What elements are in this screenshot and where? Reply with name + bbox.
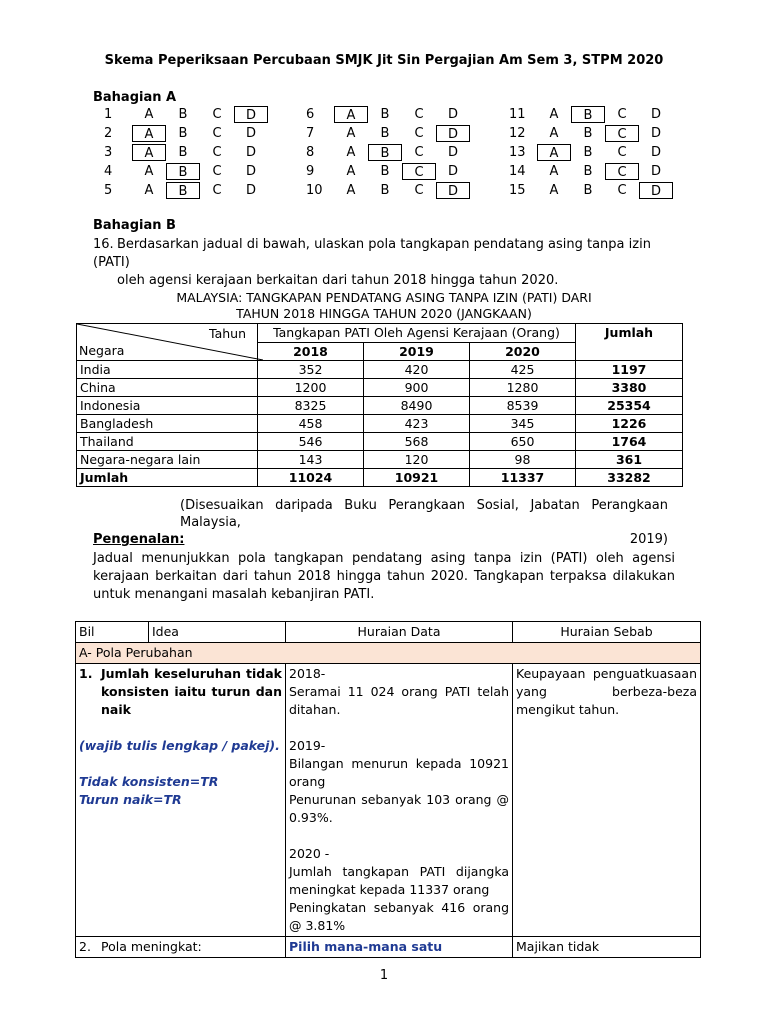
question-number: 16. xyxy=(93,237,114,252)
answer-option-selected: B xyxy=(368,144,402,161)
header-idea: Idea xyxy=(149,622,286,643)
country-cell: Negara-negara lain xyxy=(77,451,258,469)
note-text: Turun naik=TR xyxy=(79,792,182,807)
answer-row xyxy=(306,143,470,162)
value-cell: 8539 xyxy=(470,397,576,415)
value-cell: 8325 xyxy=(258,397,364,415)
answer-option: A xyxy=(346,183,356,198)
table-row xyxy=(77,397,683,415)
answer-option: D xyxy=(650,107,661,122)
question-text: oleh agensi kerajaan berkaitan dari tahun 2018 hingga tahun 2020. xyxy=(117,273,559,288)
pati-table xyxy=(76,323,683,487)
country-cell: China xyxy=(77,379,258,397)
source-line: 2019) xyxy=(629,532,668,547)
answer-option: A xyxy=(549,126,559,141)
answer-option: C xyxy=(617,107,627,122)
data-cell: Pilih mana-mana satu xyxy=(286,937,513,958)
question-number: 14 xyxy=(509,164,526,179)
value-cell: 10921 xyxy=(364,469,470,487)
question-text: Berdasarkan jadual di bawah, ulaskan pola tangkapan pendatang asing tanpa izin (PATI) xyxy=(93,237,651,270)
header-bil: Bil xyxy=(76,622,149,643)
answer-option: D xyxy=(447,145,458,160)
question-number: 5 xyxy=(104,183,113,198)
value-cell: 900 xyxy=(364,379,470,397)
question-number: 6 xyxy=(306,107,315,122)
total-cell: 25354 xyxy=(576,397,683,415)
answer-option-selected: B xyxy=(166,163,200,180)
answer-option: D xyxy=(650,164,661,179)
intro-text: Jadual menunjukkan pola tangkapan pendatang asing tanpa izin (PATI) oleh agensi kerajaan berkaitan dari tahun 2018 hingga tahun 2020. Tangkapan terpaksa dilakukan untuk menangani masalah kebanjiran PATI. xyxy=(93,551,675,602)
answer-option: A xyxy=(144,183,154,198)
answer-option: C xyxy=(414,183,424,198)
answer-option: A xyxy=(549,107,559,122)
header-tangkapan: Tangkapan PATI Oleh Agensi Kerajaan (Orang) xyxy=(258,324,576,343)
value-cell: 425 xyxy=(470,361,576,379)
answer-option-selected: C xyxy=(605,125,639,142)
table-source xyxy=(180,497,668,548)
value-cell: 568 xyxy=(364,433,470,451)
data-text: Penurunan sebanyak 103 orang @ 0.93%. xyxy=(289,792,509,825)
table-row xyxy=(77,361,683,379)
value-cell: 143 xyxy=(258,451,364,469)
answer-row xyxy=(509,162,673,181)
page-number: 1 xyxy=(379,968,389,983)
question-number: 4 xyxy=(104,164,113,179)
answer-option: C xyxy=(414,126,424,141)
answer-option: B xyxy=(583,164,593,179)
answer-option: B xyxy=(178,145,188,160)
section-b-title: Bahagian B xyxy=(93,218,176,233)
idea-text: Pola meningkat: xyxy=(101,939,202,954)
answer-option: C xyxy=(212,164,222,179)
answer-option: D xyxy=(245,164,256,179)
question-number: 15 xyxy=(509,183,526,198)
answer-row xyxy=(104,162,268,181)
year-header: 2020 xyxy=(470,342,576,361)
answer-option: B xyxy=(380,183,390,198)
country-cell: Jumlah xyxy=(77,469,258,487)
value-cell: 11337 xyxy=(470,469,576,487)
answer-option: D xyxy=(650,126,661,141)
question-number: 3 xyxy=(104,145,113,160)
answer-option: C xyxy=(212,183,222,198)
table-row xyxy=(77,415,683,433)
answer-option: B xyxy=(178,126,188,141)
header-tahun: Tahun xyxy=(209,326,246,341)
table-title xyxy=(0,290,768,322)
total-cell: 361 xyxy=(576,451,683,469)
answer-option-selected: D xyxy=(436,125,470,142)
answer-option: A xyxy=(549,183,559,198)
answer-row xyxy=(104,124,268,143)
question-16 xyxy=(93,236,683,290)
data-text: Bilangan menurun kepada 10921 orang xyxy=(289,756,509,789)
answer-option-selected: C xyxy=(402,163,436,180)
question-number: 11 xyxy=(509,107,526,122)
country-cell: Thailand xyxy=(77,433,258,451)
answer-option: C xyxy=(212,145,222,160)
answer-option: B xyxy=(583,145,593,160)
value-cell: 120 xyxy=(364,451,470,469)
answer-row xyxy=(104,181,268,200)
answer-option: A xyxy=(549,164,559,179)
idea-cell xyxy=(76,937,286,958)
table-row xyxy=(77,433,683,451)
value-cell: 423 xyxy=(364,415,470,433)
answer-group xyxy=(306,105,470,200)
header-huraian-sebab: Huraian Sebab xyxy=(513,622,701,643)
header-negara: Negara xyxy=(79,343,125,358)
table-title-line: MALAYSIA: TANGKAPAN PENDATANG ASING TANPA IZIN (PATI) DARI xyxy=(176,290,592,305)
answer-option-selected: D xyxy=(234,106,268,123)
question-number: 2 xyxy=(104,126,113,141)
value-cell: 352 xyxy=(258,361,364,379)
answer-option: C xyxy=(617,183,627,198)
total-cell: 1226 xyxy=(576,415,683,433)
total-cell: 1764 xyxy=(576,433,683,451)
value-cell: 11024 xyxy=(258,469,364,487)
question-number: 12 xyxy=(509,126,526,141)
answer-row xyxy=(306,162,470,181)
year-label: 2019- xyxy=(289,738,326,753)
table-title-line: TAHUN 2018 HINGGA TAHUN 2020 (JANGKAAN) xyxy=(236,306,532,321)
diagonal-header-cell xyxy=(77,324,258,361)
value-cell: 1280 xyxy=(470,379,576,397)
year-label: 2018- xyxy=(289,666,326,681)
answer-option: C xyxy=(414,107,424,122)
question-number: 13 xyxy=(509,145,526,160)
question-number: 9 xyxy=(306,164,315,179)
value-cell: 98 xyxy=(470,451,576,469)
answer-option: A xyxy=(346,126,356,141)
answer-option: C xyxy=(212,107,222,122)
row-number: 1. xyxy=(79,666,93,681)
value-cell: 650 xyxy=(470,433,576,451)
answer-option-selected: C xyxy=(605,163,639,180)
answer-option-selected: D xyxy=(639,182,673,199)
value-cell: 458 xyxy=(258,415,364,433)
value-cell: 546 xyxy=(258,433,364,451)
country-cell: Indonesia xyxy=(77,397,258,415)
answer-option: A xyxy=(144,164,154,179)
header-jumlah: Jumlah xyxy=(576,324,683,361)
sebab-cell: Keupayaan penguatkuasaan yang berbeza-beza mengikut tahun. xyxy=(513,664,701,937)
answer-option-selected: D xyxy=(436,182,470,199)
idea-cell xyxy=(76,664,286,937)
sebab-cell: Majikan tidak xyxy=(513,937,701,958)
answer-row xyxy=(306,105,470,124)
answer-option: B xyxy=(380,107,390,122)
intro-title: Pengenalan: xyxy=(93,532,185,547)
answer-group xyxy=(509,105,673,200)
answer-option: B xyxy=(380,126,390,141)
value-cell: 345 xyxy=(470,415,576,433)
answer-option-selected: B xyxy=(571,106,605,123)
idea-text: Jumlah keseluruhan tidak konsisten iaitu turun dan naik xyxy=(101,666,282,717)
answer-row xyxy=(306,181,470,200)
year-header: 2018 xyxy=(258,342,364,361)
table-row xyxy=(77,451,683,469)
value-cell: 420 xyxy=(364,361,470,379)
answer-row xyxy=(509,143,673,162)
source-line: (Disesuaikan daripada Buku Perangkaan Sosial, Jabatan Perangkaan Malaysia, xyxy=(180,498,668,530)
note-text: Tidak konsisten=TR xyxy=(79,774,219,789)
answer-option: B xyxy=(380,164,390,179)
data-text: Jumlah tangkapan PATI dijangka meningkat kepada 11337 orang xyxy=(289,864,509,897)
question-number: 8 xyxy=(306,145,315,160)
section-label: A- Pola Perubahan xyxy=(76,643,701,664)
answer-row xyxy=(509,105,673,124)
answer-option-selected: A xyxy=(132,144,166,161)
year-label: 2020 - xyxy=(289,846,330,861)
answer-option: A xyxy=(144,107,154,122)
data-cell xyxy=(286,664,513,937)
country-cell: Bangladesh xyxy=(77,415,258,433)
country-cell: India xyxy=(77,361,258,379)
answer-option: C xyxy=(617,145,627,160)
answer-option-selected: A xyxy=(537,144,571,161)
answer-option: B xyxy=(178,107,188,122)
answer-row xyxy=(104,105,268,124)
answer-row xyxy=(509,181,673,200)
total-row xyxy=(77,469,683,487)
question-number: 7 xyxy=(306,126,315,141)
answer-option-selected: A xyxy=(132,125,166,142)
answer-option: D xyxy=(447,164,458,179)
document-title: Skema Peperiksaan Percubaan SMJK Jit Sin Pergajian Am Sem 3, STPM 2020 xyxy=(104,53,664,68)
answer-group xyxy=(104,105,268,200)
answer-option: C xyxy=(414,145,424,160)
year-header: 2019 xyxy=(364,342,470,361)
answer-option-selected: B xyxy=(166,182,200,199)
answer-option: D xyxy=(245,126,256,141)
question-number: 10 xyxy=(306,183,323,198)
table-row xyxy=(77,379,683,397)
answer-option: B xyxy=(583,183,593,198)
answer-row xyxy=(509,124,673,143)
total-cell: 33282 xyxy=(576,469,683,487)
answer-option: C xyxy=(212,126,222,141)
section-a-title: Bahagian A xyxy=(93,90,177,105)
answer-option: D xyxy=(447,107,458,122)
data-text: Seramai 11 024 orang PATI telah ditahan. xyxy=(289,684,509,717)
answer-table xyxy=(75,621,701,958)
total-cell: 3380 xyxy=(576,379,683,397)
header-huraian-data: Huraian Data xyxy=(286,622,513,643)
answer-option: A xyxy=(346,145,356,160)
answer-option: A xyxy=(346,164,356,179)
data-text: Peningkatan sebanyak 416 orang @ 3.81% xyxy=(289,900,509,933)
answer-option: D xyxy=(245,145,256,160)
note-text: (wajib tulis lengkap / pakej). xyxy=(79,738,280,753)
answer-option: B xyxy=(583,126,593,141)
row-number: 2. xyxy=(79,939,91,954)
total-cell: 1197 xyxy=(576,361,683,379)
answer-option: D xyxy=(245,183,256,198)
value-cell: 8490 xyxy=(364,397,470,415)
value-cell: 1200 xyxy=(258,379,364,397)
answer-option-selected: A xyxy=(334,106,368,123)
answer-option: D xyxy=(650,145,661,160)
answer-row xyxy=(104,143,268,162)
question-number: 1 xyxy=(104,107,113,122)
answer-row xyxy=(306,124,470,143)
